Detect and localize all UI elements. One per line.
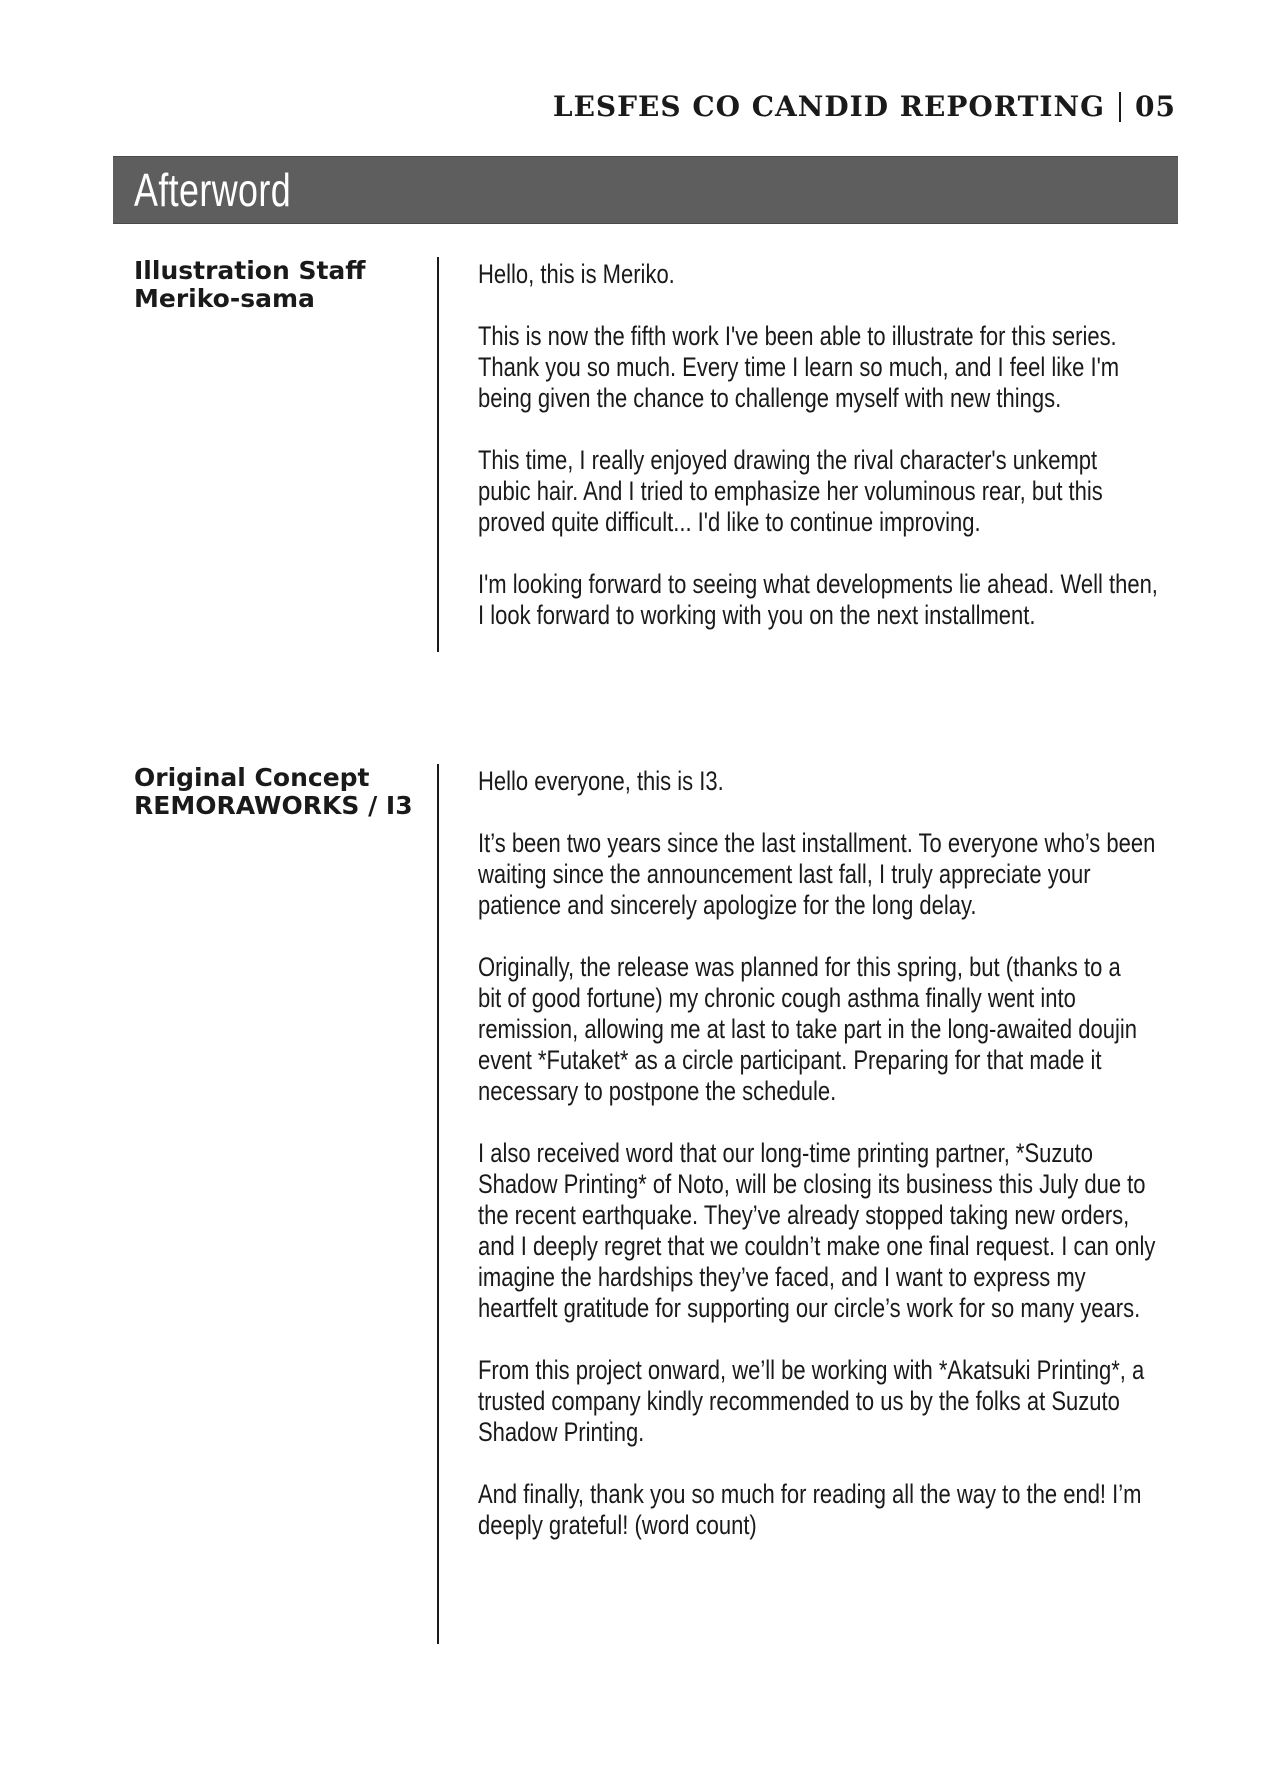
page-number: 05	[1135, 90, 1176, 123]
paragraph: It’s been two years since the last installment. To everyone who’s been waiting since the announcement last fall, I truly appreciate your patience and sincerely apologize for the long delay.	[478, 828, 1156, 920]
paragraph: Originally, the release was planned for this spring, but (thanks to a bit of good fortune) my chronic cough asthma finally went into remission, allowing me at last to take part in the long-awaited doujin event *Futaket* as a circle participant. Preparing for that made it necessary to postpone the schedule.	[478, 952, 1137, 1106]
paragraph: And finally, thank you so much for reading all the way to the end! I’m deeply grateful! (word count)	[478, 1479, 1142, 1540]
paragraph: I also received word that our long-time printing partner, *Suzuto Shadow Printing* of Noto, will be closing its business this July due to the recent earthquake. They’ve already stopped taking new orders, and I deeply regret that we couldn’t make one final request. I can only imagine the hardships they’ve faced, and I want to express my heartfelt gratitude for supporting our circle’s work for so many years.	[478, 1138, 1156, 1323]
credit-name: Meriko-sama	[134, 284, 315, 313]
paragraph: This time, I really enjoyed drawing the rival character's unkempt pubic hair. And I tried to emphasize her voluminous rear, but this proved quite difficult... I'd like to continue improving.	[478, 445, 1103, 537]
paragraph: Hello, this is Meriko.	[478, 259, 675, 289]
paragraph: Hello everyone, this is I3.	[478, 766, 724, 796]
credit-name: REMORAWORKS / I3	[134, 791, 413, 820]
running-header	[553, 90, 1176, 123]
message-body	[478, 259, 1175, 662]
credit-role: Original Concept	[134, 763, 370, 792]
credit-role: Illustration Staff	[134, 256, 366, 285]
paragraph: This is now the fifth work I've been able to illustrate for this series. Thank you so much. Every time I learn so much, and I feel like I'm being given the chance to challenge myself with new things.	[478, 321, 1120, 413]
credit-block	[134, 764, 413, 820]
credit-block	[134, 257, 366, 313]
page-title: Afterword	[134, 164, 292, 216]
publication-title: LESFES CO CANDID REPORTING	[552, 90, 1106, 123]
vertical-divider	[437, 257, 439, 652]
header-divider	[1119, 92, 1121, 122]
paragraph: From this project onward, we’ll be working with *Akatsuki Printing*, a trusted company kindly recommended to us by the folks at Suzuto Shadow Printing.	[478, 1355, 1145, 1447]
title-bar	[113, 156, 1178, 224]
message-body	[478, 766, 1175, 1572]
vertical-divider	[437, 764, 439, 1644]
paragraph: I'm looking forward to seeing what developments lie ahead. Well then, I look forward to working with you on the next installment.	[478, 569, 1158, 630]
